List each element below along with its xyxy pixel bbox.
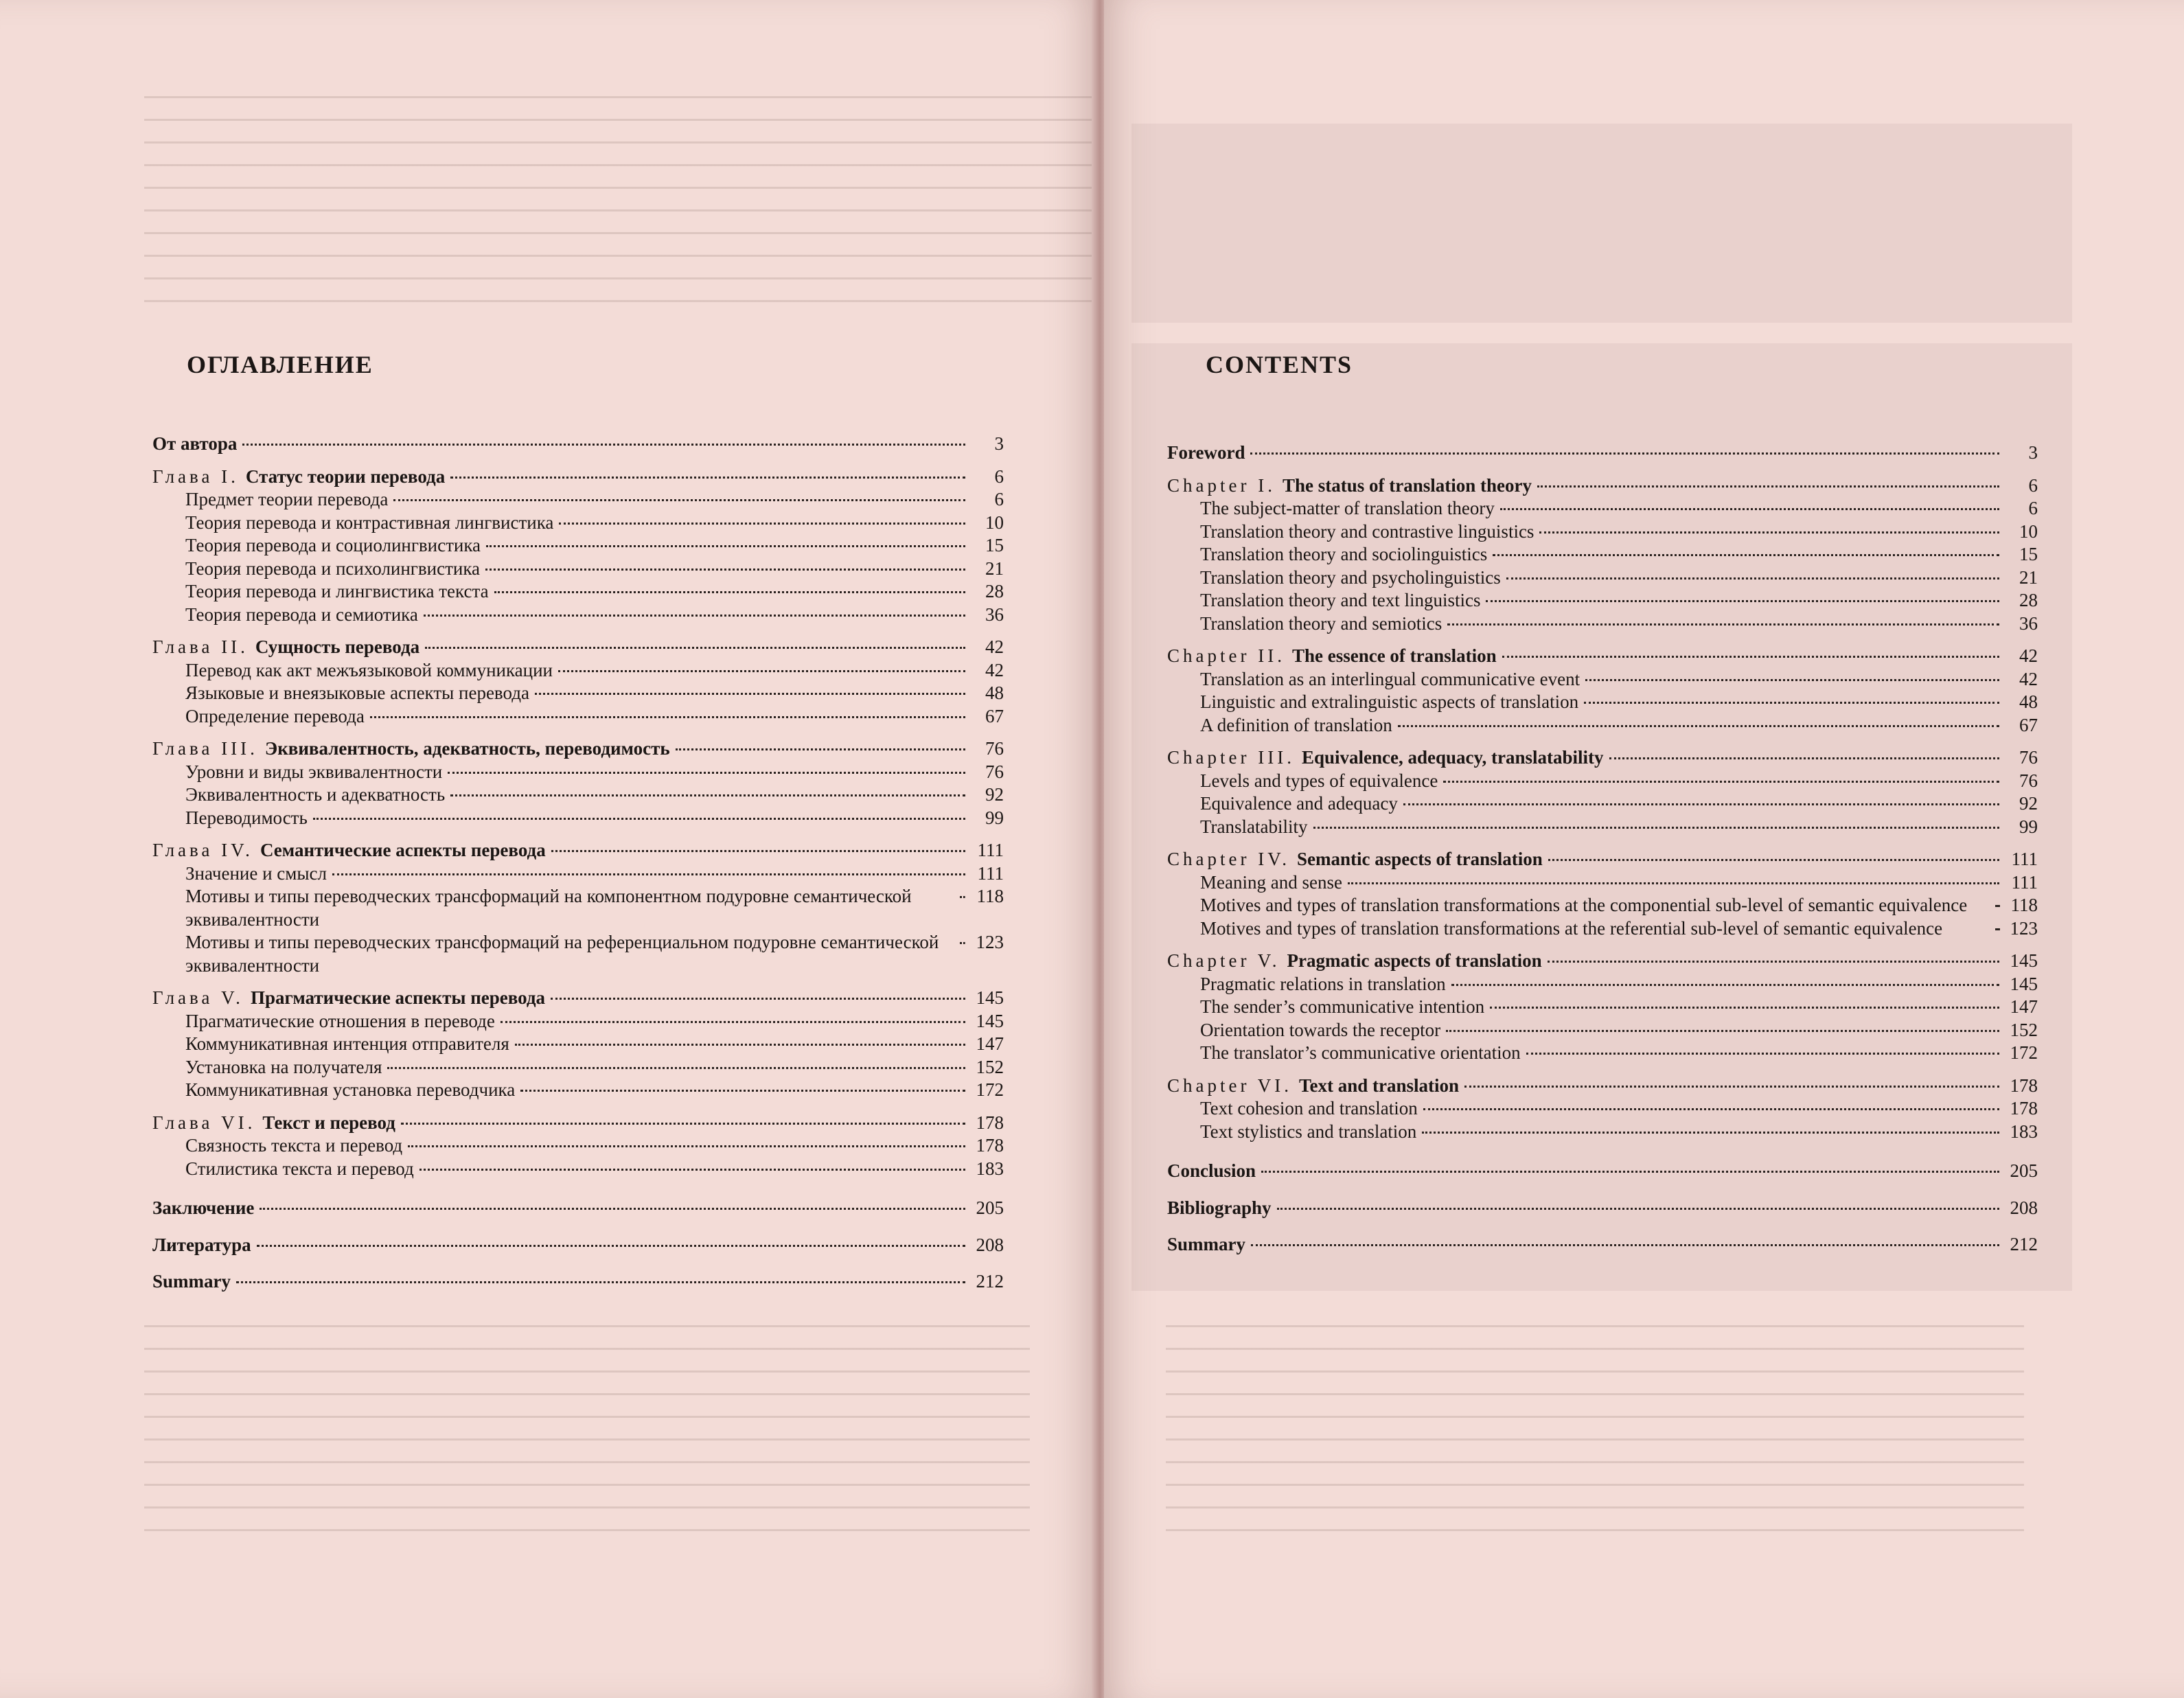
bleed-through-cover <box>1131 124 2072 323</box>
toc-entry[interactable]: Эквивалентность и адекватность 92 <box>185 784 1004 805</box>
toc-entry[interactable]: Теория перевода и контрастивная лингвистика 10 <box>185 512 1004 533</box>
toc-entry[interactable]: Text cohesion and translation 178 <box>1200 1098 2038 1118</box>
toc-chapter[interactable]: Глава I. Статус теории перевода 6 <box>152 466 1004 487</box>
bleed-through-text <box>1166 1325 2024 1531</box>
toc-entry[interactable]: Conclusion 205 <box>1167 1160 2038 1181</box>
toc-entry[interactable]: Translation theory and text linguistics 28 <box>1200 590 2038 610</box>
toc-chapter[interactable]: Chapter II. The essence of translation 42 <box>1167 645 2038 666</box>
toc-chapter[interactable]: Глава II. Сущность перевода 42 <box>152 636 1004 657</box>
toc-entry[interactable]: Meaning and sense 111 <box>1200 871 2038 893</box>
toc-list-english <box>1167 441 2038 1257</box>
toc-entry[interactable]: Коммуникативная интенция отправителя 147 <box>185 1033 1004 1054</box>
toc-entry[interactable]: Levels and types of equivalence 76 <box>1200 770 2038 791</box>
toc-entry[interactable]: Orientation towards the receptor 152 <box>1200 1019 2038 1040</box>
toc-entry[interactable]: The sender’s communicative intention 147 <box>1200 996 2038 1017</box>
toc-entry[interactable]: Bibliography 208 <box>1167 1197 2038 1218</box>
toc-entry[interactable]: Equivalence and adequacy 92 <box>1200 793 2038 814</box>
toc-entry[interactable]: Foreword 3 <box>1167 442 2038 463</box>
toc-chapter[interactable]: Chapter IV. Semantic aspects of translation 111 <box>1167 849 2038 869</box>
toc-entry[interactable]: Прагматические отношения в переводе 145 <box>185 1010 1004 1031</box>
toc-entry[interactable]: Стилистика текста и перевод 183 <box>185 1158 1004 1179</box>
toc-entry[interactable]: Translation theory and sociolinguistics 15 <box>1200 544 2038 564</box>
toc-entry[interactable]: Translation as an interlingual communicative event 42 <box>1200 668 2038 689</box>
toc-entry[interactable]: Motives and types of translation transformations at the referential sub-level of semantic equivalence 123 <box>1200 917 2038 939</box>
toc-entry[interactable]: Определение перевода 67 <box>185 705 1004 726</box>
toc-list-russian <box>152 433 1004 1294</box>
toc-entry[interactable]: Значение и смысл 111 <box>185 862 1004 884</box>
toc-chapter[interactable]: Глава VI. Текст и перевод 178 <box>152 1112 1004 1133</box>
bleed-through-text <box>144 96 1099 309</box>
toc-entry[interactable]: The subject-matter of translation theory 6 <box>1200 498 2038 518</box>
toc-entry[interactable]: Коммуникативная установка переводчика 172 <box>185 1079 1004 1100</box>
toc-entry[interactable]: Предмет теории перевода 6 <box>185 489 1004 509</box>
right-page <box>1104 0 2184 1698</box>
toc-entry[interactable]: Уровни и виды эквивалентности 76 <box>185 761 1004 782</box>
page-title: ОГЛАВЛЕНИЕ <box>187 351 373 378</box>
toc-entry[interactable]: Переводимость 99 <box>185 807 1004 828</box>
toc-chapter[interactable]: Глава V. Прагматические аспекты перевода 145 <box>152 987 1004 1008</box>
toc-chapter[interactable]: Глава IV. Семантические аспекты перевода 111 <box>152 840 1004 860</box>
page-title: CONTENTS <box>1206 351 1353 378</box>
toc-entry[interactable]: Теория перевода и лингвистика текста 28 <box>185 581 1004 601</box>
toc-entry[interactable]: Теория перевода и социолингвистика 15 <box>185 535 1004 555</box>
toc-entry[interactable]: Translation theory and semiotics 36 <box>1200 612 2038 634</box>
toc-entry[interactable]: Linguistic and extralinguistic aspects of translation 48 <box>1200 691 2038 712</box>
toc-chapter[interactable]: Глава III. Эквивалентность, адекватность, переводимость 76 <box>152 738 1004 759</box>
toc-entry[interactable]: Text stylistics and translation 183 <box>1200 1121 2038 1142</box>
toc-entry[interactable]: Translatability 99 <box>1200 816 2038 837</box>
toc-entry[interactable]: Заключение 205 <box>152 1197 1004 1218</box>
toc-entry[interactable]: A definition of translation 67 <box>1200 714 2038 735</box>
toc-entry[interactable]: Связность текста и перевод 178 <box>185 1135 1004 1156</box>
toc-entry[interactable]: Перевод как акт межъязыковой коммуникации 42 <box>185 659 1004 680</box>
toc-entry[interactable]: Translation theory and psycholinguistics 21 <box>1200 566 2038 588</box>
toc-entry[interactable]: Установка на получателя 152 <box>185 1056 1004 1077</box>
toc-chapter[interactable]: Chapter I. The status of translation theory 6 <box>1167 474 2038 496</box>
toc-entry[interactable]: Pragmatic relations in translation 145 <box>1200 973 2038 994</box>
toc-entry[interactable]: Теория перевода и психолингвистика 21 <box>185 558 1004 579</box>
toc-entry[interactable]: Мотивы и типы переводческих трансформаций на референциальном подуровне семантической эквивалентности 123 <box>185 932 1004 976</box>
toc-entry[interactable]: Summary 212 <box>1167 1234 2038 1254</box>
toc-entry[interactable]: Motives and types of translation transformations at the componential sub-level of semantic equivalence 118 <box>1200 895 2038 915</box>
toc-entry[interactable]: Теория перевода и семиотика 36 <box>185 604 1004 625</box>
toc-chapter[interactable]: Chapter III. Equivalence, adequacy, translatability 76 <box>1167 747 2038 768</box>
toc-entry[interactable]: Translation theory and contrastive linguistics 10 <box>1200 520 2038 542</box>
toc-chapter[interactable]: Chapter VI. Text and translation 178 <box>1167 1075 2038 1096</box>
toc-chapter[interactable]: Chapter V. Pragmatic aspects of translation 145 <box>1167 950 2038 971</box>
toc-entry[interactable]: The translator’s communicative orientation 172 <box>1200 1042 2038 1063</box>
toc-entry[interactable]: Summary 212 <box>152 1271 1004 1292</box>
toc-entry[interactable]: От автора 3 <box>152 433 1004 454</box>
toc-entry[interactable]: Языковые и внеязыковые аспекты перевода 48 <box>185 682 1004 703</box>
toc-entry[interactable]: Мотивы и типы переводческих трансформаций на компонентном подуровне семантической эквивалентности 118 <box>185 886 1004 930</box>
bleed-through-text <box>144 1325 1030 1531</box>
toc-entry[interactable]: Литература 208 <box>152 1234 1004 1255</box>
